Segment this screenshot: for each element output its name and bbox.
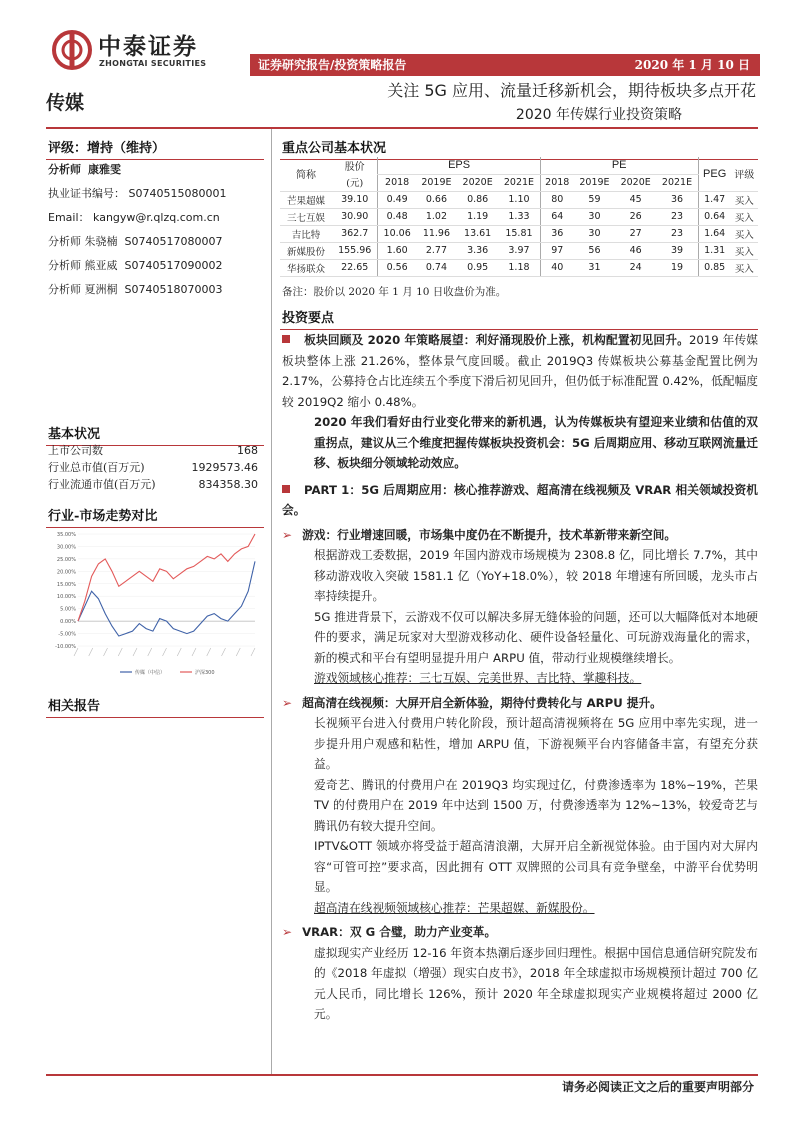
- col-year: 2021E: [656, 174, 698, 191]
- highlights-heading: 投资要点: [280, 304, 758, 330]
- cell-pe: 59: [574, 191, 615, 208]
- paragraph: 长视频平台进入付费用户转化阶段，预计超高清视频将在 5G 应用中率先实现，进一步提升用户观感和粘性，增加 ARPU 值，下游视频平台内容储备丰富，有望充分获益。: [314, 716, 758, 771]
- cell-eps: 2.77: [416, 242, 457, 259]
- col-year: 2020E: [615, 174, 656, 191]
- col-year: 2020E: [457, 174, 498, 191]
- logo-text-en: ZHONGTAI SECURITIES: [99, 59, 207, 68]
- cell-price: 30.90: [332, 208, 378, 225]
- col-year: 2019E: [416, 174, 457, 191]
- x-tick-mark: [163, 648, 167, 656]
- cell-eps: 0.95: [457, 259, 498, 276]
- cell-pe: 19: [656, 259, 698, 276]
- table-row: [280, 259, 758, 276]
- analyst-row: 分析师 熊亚威 S0740517090002: [48, 259, 223, 272]
- report-date: 2020 年 1 月 10 日: [634, 58, 750, 72]
- cell-price: 22.65: [332, 259, 378, 276]
- cell-eps: 0.74: [416, 259, 457, 276]
- cell-eps: 1.19: [457, 208, 498, 225]
- cell-eps: 3.97: [498, 242, 540, 259]
- legend-label: 沪深300: [195, 670, 215, 676]
- cell-rating: 买入: [731, 225, 758, 242]
- cell-price: 362.7: [332, 225, 378, 242]
- basic-info-row: 上市公司数 168: [48, 444, 258, 457]
- cell-pe: 46: [615, 242, 656, 259]
- col-price-unit: (元): [332, 174, 378, 191]
- analyst-row: 分析师 朱骁楠 S0740517080007: [48, 235, 223, 248]
- cell-eps: 1.60: [378, 242, 416, 259]
- x-tick-mark: [104, 648, 108, 656]
- logo-mark-icon: [52, 30, 92, 70]
- cell-eps: 1.02: [416, 208, 457, 225]
- cell-pe: 80: [540, 191, 574, 208]
- x-tick-mark: [177, 648, 181, 656]
- report-subtitle: 2020 年传媒行业投资策略: [515, 107, 682, 123]
- cell-pe: 27: [615, 225, 656, 242]
- company-logo: [52, 26, 227, 74]
- cell-rating: 买入: [731, 208, 758, 225]
- y-tick-label: -10.00%: [55, 644, 76, 650]
- y-tick-label: 15.00%: [56, 581, 76, 588]
- y-tick-label: 30.00%: [56, 544, 76, 551]
- cell-peg: 0.64: [698, 208, 730, 225]
- cell-pe: 97: [540, 242, 574, 259]
- analyst-row: 执业证书编号： S0740515080001: [48, 187, 227, 200]
- cell-name: 三七互娱: [280, 208, 332, 225]
- paragraph: ➢ 超高清在线视频：大屏开启全新体验，期待付费转化与 ARPU 提升。: [282, 695, 662, 710]
- x-tick-mark: [118, 648, 122, 656]
- cell-pe: 56: [574, 242, 615, 259]
- footer-divider: [46, 1074, 758, 1076]
- x-tick-mark: [251, 648, 255, 656]
- cell-pe: 23: [656, 208, 698, 225]
- paragraph: ➢ VRAR：双 G 合璧，助力产业变革。: [282, 925, 497, 939]
- cell-price: 155.96: [332, 242, 378, 259]
- cell-eps: 0.66: [416, 191, 457, 208]
- series-line: [78, 561, 255, 636]
- y-tick-label: 20.00%: [56, 569, 76, 576]
- cell-pe: 36: [656, 191, 698, 208]
- col-year: 2018: [378, 174, 416, 191]
- basic-info-row: 行业流通市值(百万元) 834358.30: [48, 478, 258, 491]
- cell-pe: 30: [574, 208, 615, 225]
- col-year: 2021E: [498, 174, 540, 191]
- col-year: 2018: [540, 174, 574, 191]
- cell-eps: 0.86: [457, 191, 498, 208]
- basic-info-list: [48, 442, 258, 493]
- cell-peg: 1.64: [698, 225, 730, 242]
- legend-label: 传媒（中信）: [135, 670, 166, 676]
- trend-heading: 行业-市场走势对比: [46, 502, 264, 528]
- table-row: [280, 225, 758, 242]
- column-divider: [271, 129, 272, 1074]
- x-tick-mark: [207, 648, 211, 656]
- analyst-row: 分析师 康雅雯: [48, 163, 121, 176]
- report-banner: [250, 54, 760, 76]
- table-row: [280, 242, 758, 259]
- paragraph: 根据游戏工委数据，2019 年国内游戏市场规模为 2308.8 亿，同比增长 7.7%，其中移动游戏收入突破 1581.1 亿（YoY+18.0%），较 2018 年增速有所回暖，龙头市占率持续提升。: [314, 548, 758, 603]
- table-note: 备注：股价以 2020 年 1 月 10 日收盘价为准。: [282, 286, 507, 298]
- cell-pe: 23: [656, 225, 698, 242]
- col-rating-header: 评级: [731, 157, 758, 191]
- x-tick-mark: [192, 648, 196, 656]
- cell-pe: 40: [540, 259, 574, 276]
- cell-name: 芒果超媒: [280, 191, 332, 208]
- cell-eps: 0.56: [378, 259, 416, 276]
- x-tick-mark: [236, 648, 240, 656]
- cell-eps: 3.36: [457, 242, 498, 259]
- square-bullet-icon: [282, 485, 290, 493]
- cell-eps: 1.10: [498, 191, 540, 208]
- x-tick-mark: [148, 648, 152, 656]
- report-type: 证券研究报告/投资策略报告: [258, 58, 407, 72]
- y-tick-label: 0.00%: [60, 619, 76, 626]
- y-tick-label: 5.00%: [60, 606, 76, 613]
- analyst-row: 分析师 夏洲桐 S0740518070003: [48, 283, 223, 296]
- arrow-bullet-icon: ➢: [282, 695, 293, 710]
- cell-rating: 买入: [731, 259, 758, 276]
- cell-eps: 1.18: [498, 259, 540, 276]
- col-pe-header: PE: [540, 157, 698, 174]
- industry-label: 传媒: [46, 92, 85, 114]
- cell-rating: 买入: [731, 191, 758, 208]
- basic-info-row: 行业总市值(百万元) 1929573.46: [48, 461, 258, 474]
- cell-pe: 30: [574, 225, 615, 242]
- cell-eps: 13.61: [457, 225, 498, 242]
- col-eps-header: EPS: [378, 157, 540, 174]
- cell-eps: 0.48: [378, 208, 416, 225]
- paragraph: 爱奇艺、腾讯的付费用户在 2019Q3 均实现过亿，付费渗透率为 18%~19%，芒果 TV 的付费用户在 2019 年中达到 1500 万，付费渗透率为 12%~13%，较爱奇艺与腾讯仍有较大提升空间。: [314, 777, 758, 833]
- basic-info-heading: 基本状况: [46, 420, 264, 446]
- series-line: [78, 534, 255, 621]
- arrow-bullet-icon: ➢: [282, 925, 293, 939]
- x-tick-mark: [133, 648, 137, 656]
- paragraph: 板块回顾及 2020 年策略展望：利好涌现股价上涨，机构配置初见回升。2019 年传媒板块整体上涨 21.26%，整体景气度回暖。截止 2019Q3 传媒板块公募基金配置比例为 2.17%，公募持仓占比连续五个季度下滑后初见回升，但仍低于标准配置 0.42%，低配幅度较 2019Q2 缩小 0.48%。: [282, 333, 758, 409]
- related-reports-heading: 相关报告: [46, 692, 264, 718]
- cell-pe: 26: [615, 208, 656, 225]
- cell-pe: 45: [615, 191, 656, 208]
- paragraph: 虚拟现实产业经历 12-16 年资本热潮后逐步回归理性。根据中国信息通信研究院发布的《2018 年虚拟（增强）现实白皮书》，2018 年全球虚拟市场规模预计超过 700 亿元人民币，同比增长 126%，预计 2020 年全球虚拟现实产业规模将超过 2000 亿元。: [314, 945, 758, 1021]
- cell-peg: 0.85: [698, 259, 730, 276]
- cell-eps: 1.33: [498, 208, 540, 225]
- table-row: [280, 208, 758, 225]
- analyst-list: [48, 158, 258, 302]
- cell-eps: 10.06: [378, 225, 416, 242]
- cell-name: 新媒股份: [280, 242, 332, 259]
- y-tick-label: 10.00%: [56, 594, 76, 601]
- cell-peg: 1.47: [698, 191, 730, 208]
- paragraph: PART 1：5G 后周期应用：核心推荐游戏、超高清在线视频及 VRAR 相关领域投资机会。: [282, 482, 758, 517]
- logo-text-cn: 中泰证券: [98, 34, 198, 60]
- rating-heading: 评级：增持（维持）: [46, 134, 264, 160]
- paragraph: 5G 推进背景下，云游戏不仅可以解决多屏无缝体验的问题，还可以大幅降低对本地硬件的要求，满足玩家对大型游戏移动化、硬件设备轻量化、可玩游戏海量化的需求，新的模式和平台有望明显提升用户 ARPU 值，带动行业规模继续增长。: [314, 609, 758, 665]
- col-price-header: 股价: [344, 162, 365, 173]
- cell-eps: 11.96: [416, 225, 457, 242]
- col-peg-header: PEG: [698, 157, 730, 191]
- cell-name: 吉比特: [280, 225, 332, 242]
- y-tick-label: 35.00%: [56, 532, 76, 538]
- header-divider: [46, 127, 758, 129]
- trend-chart: [50, 528, 260, 680]
- cell-pe: 39: [656, 242, 698, 259]
- arrow-bullet-icon: ➢: [282, 527, 293, 542]
- y-tick-label: -5.00%: [58, 631, 76, 638]
- y-tick-label: 25.00%: [56, 556, 76, 563]
- x-tick-mark: [222, 648, 226, 656]
- report-title: 关注 5G 应用、流量迁移新机会，期待板块多点开花: [387, 81, 756, 100]
- paragraph: 超高清在线视频领域核心推荐：芒果超媒、新媒股份。: [314, 900, 595, 915]
- cell-pe: 64: [540, 208, 574, 225]
- cell-eps: 15.81: [498, 225, 540, 242]
- cell-peg: 1.31: [698, 242, 730, 259]
- table-row: [280, 191, 758, 208]
- paragraph: IPTV&OTT 领域亦将受益于超高清浪潮，大屏开启全新视觉体验。由于国内对大屏内容“可管可控”要求高，因此拥有 OTT 双牌照的公司具有竞争壁垒，中游平台优势明显。: [314, 839, 758, 894]
- cell-name: 华扬联众: [280, 259, 332, 276]
- highlights-body: [282, 330, 758, 1025]
- cell-pe: 36: [540, 225, 574, 242]
- analyst-row: Email： kangyw@r.qlzq.com.cn: [48, 211, 220, 224]
- footer-disclaimer: 请务必阅读正文之后的重要声明部分: [561, 1080, 754, 1094]
- paragraph: 游戏领域核心推荐：三七互娱、完美世界、吉比特、掌趣科技。: [314, 671, 642, 685]
- cell-pe: 31: [574, 259, 615, 276]
- col-year: 2019E: [574, 174, 615, 191]
- square-bullet-icon: [282, 335, 290, 343]
- cell-price: 39.10: [332, 191, 378, 208]
- cell-eps: 0.49: [378, 191, 416, 208]
- cell-pe: 24: [615, 259, 656, 276]
- cell-rating: 买入: [731, 242, 758, 259]
- paragraph: 2020 年我们看好由行业变化带来的新机遇，认为传媒板块有望迎来业绩和估值的双重拐点，建议从三个维度把握传媒板块投资机会：5G 后周期应用、移动互联网流量迁移、板块细分领域轮动效应。: [314, 415, 758, 470]
- company-table-heading: 重点公司基本状况: [280, 134, 758, 160]
- company-table: [280, 157, 758, 277]
- paragraph: ➢ 游戏：行业增速回暖，市场集中度仍在不断提升，技术革新带来新空间。: [282, 527, 677, 542]
- col-name-header: 简称: [280, 157, 332, 191]
- x-tick-mark: [89, 648, 93, 656]
